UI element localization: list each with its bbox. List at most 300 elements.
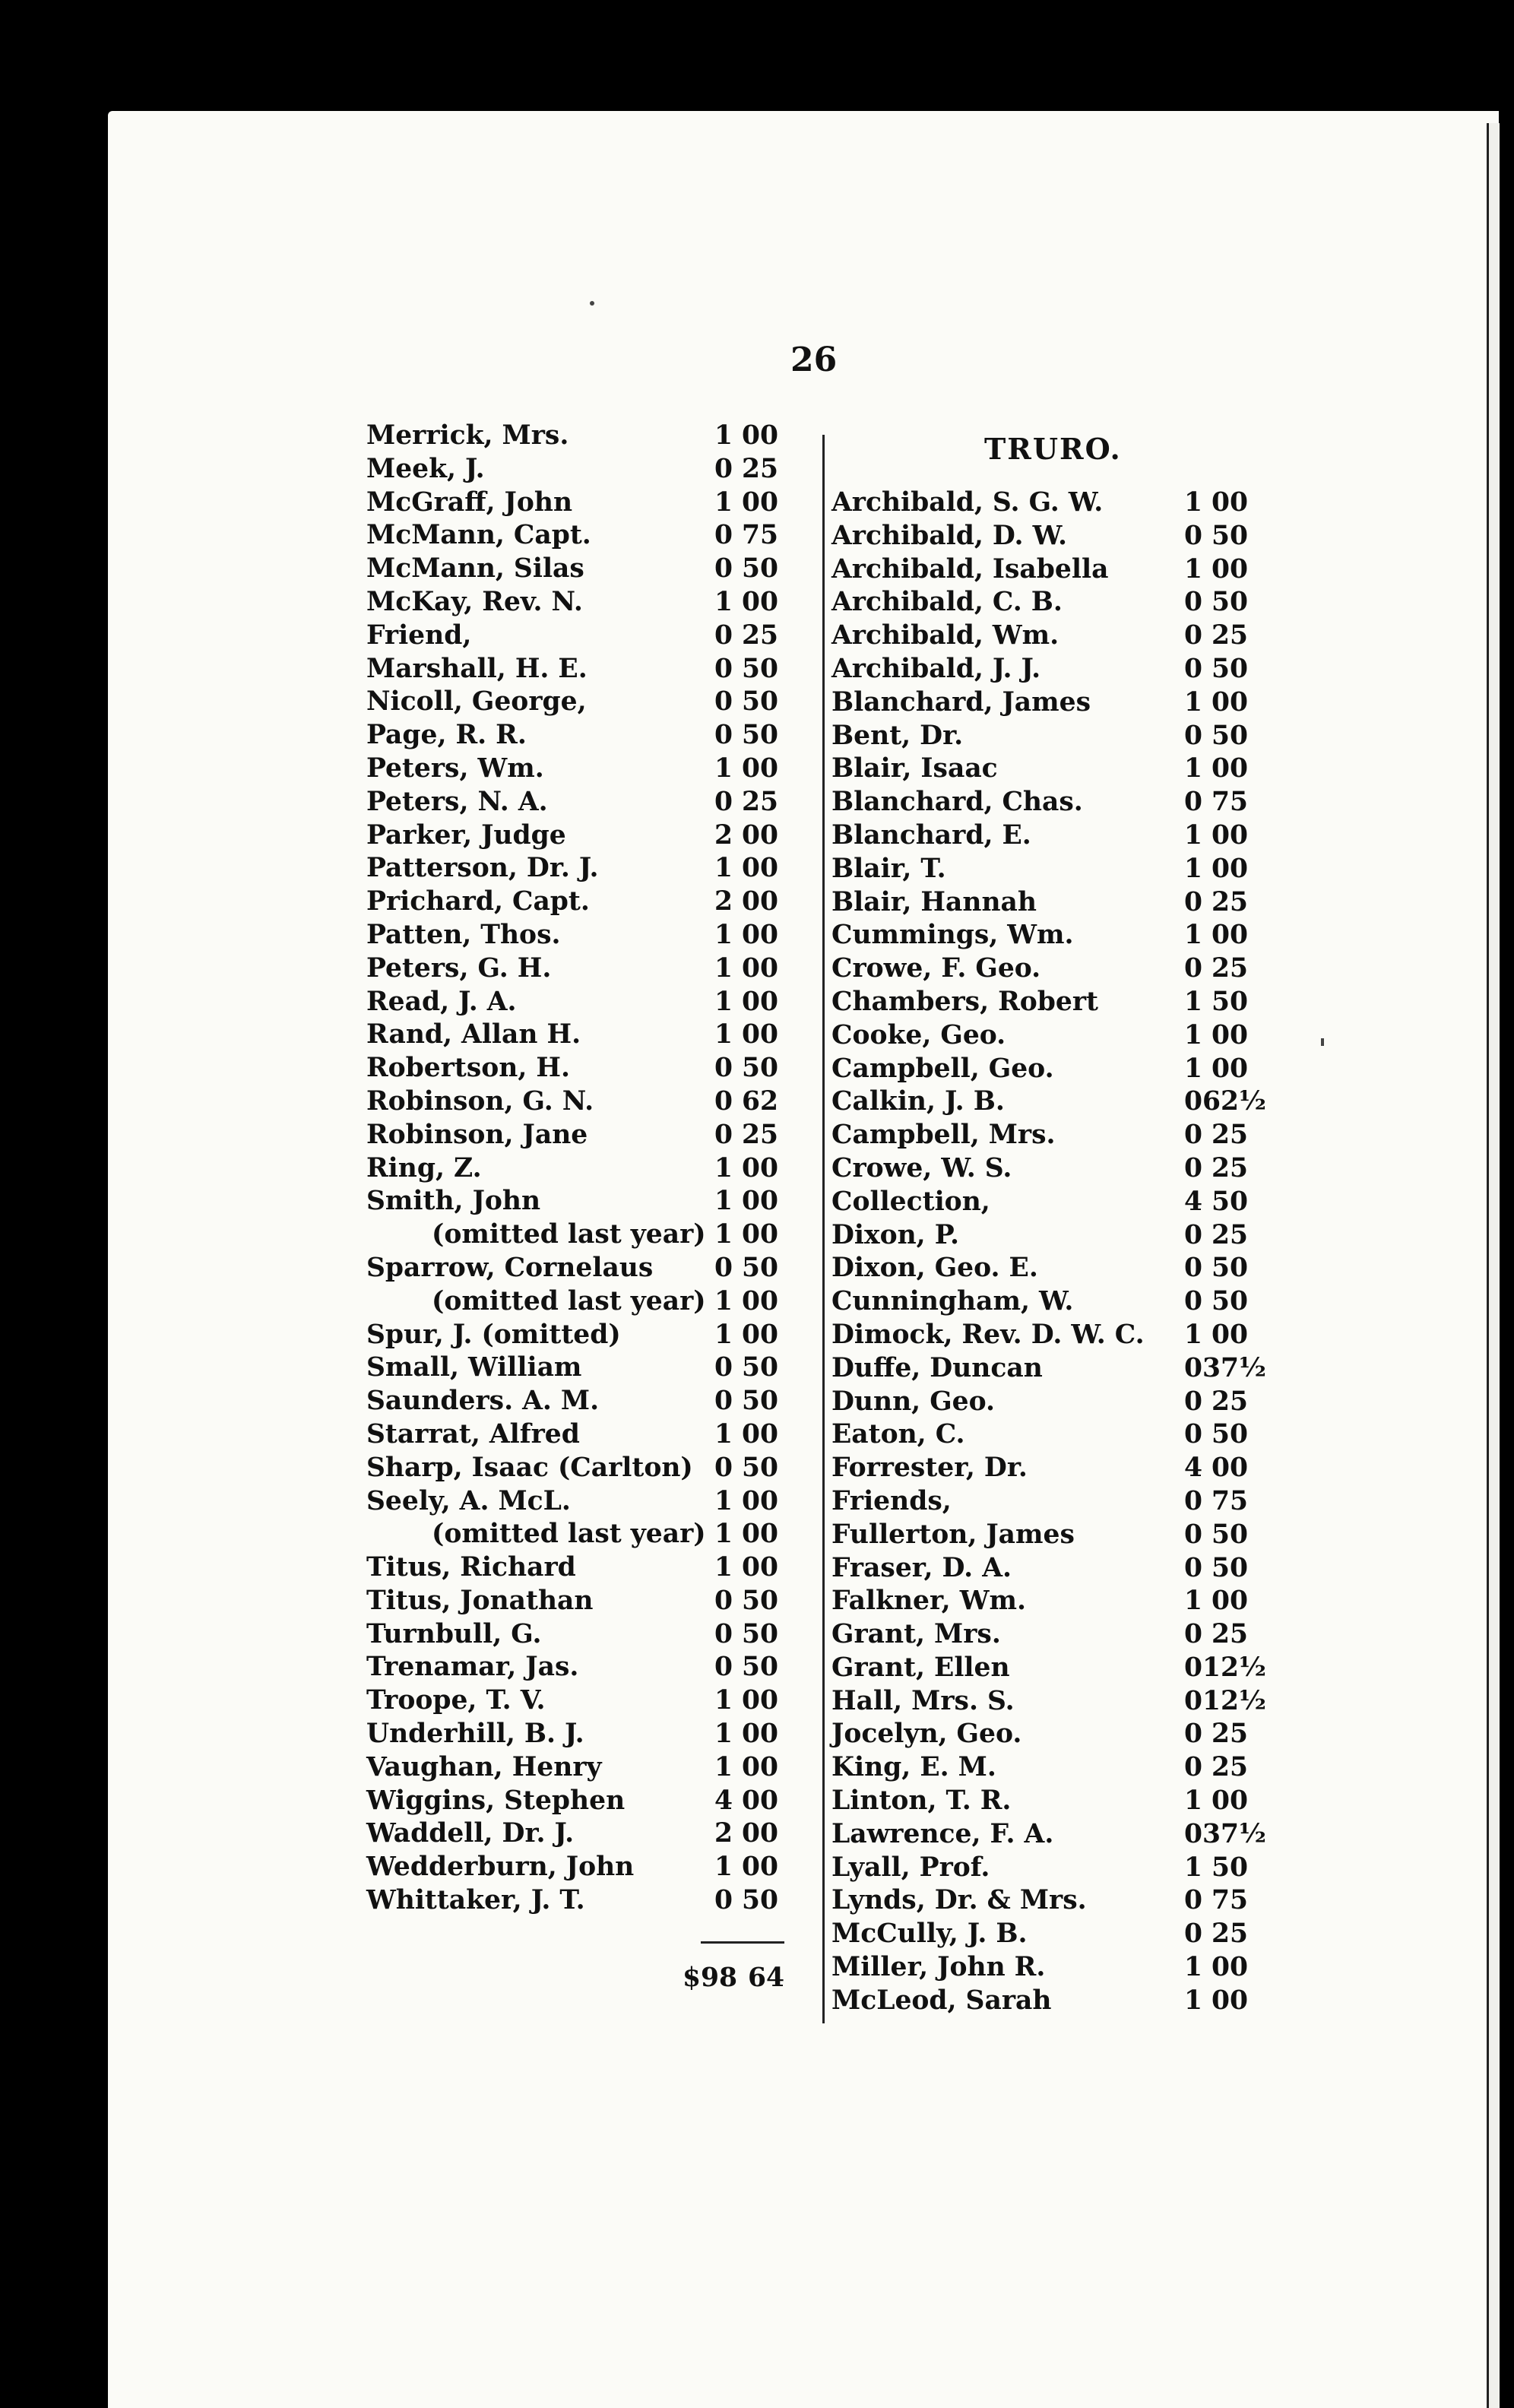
subscription-amount [710, 1785, 778, 1818]
subscription-amount [1180, 1119, 1248, 1152]
amount-cents: 25 [741, 786, 778, 817]
subscription-amount [710, 752, 778, 786]
amount-cents: 12½ [1202, 1685, 1266, 1716]
list-item [831, 1852, 1265, 1885]
amount-dollars: 1 [714, 420, 733, 451]
subscriber-name: Cooke, Geo. [831, 1019, 1006, 1050]
amount-dollars: 0 [1183, 1818, 1202, 1849]
subscription-amount [710, 819, 778, 853]
subscriber-name: Saunders. A. M. [366, 1386, 600, 1417]
list-item [366, 952, 792, 986]
amount-cents: 00 [741, 1285, 778, 1316]
amount-dollars: 0 [714, 653, 733, 684]
subscriber-name: Cummings, Wm. [831, 920, 1074, 951]
list-item [831, 1918, 1265, 1951]
amount-cents: 00 [741, 819, 778, 851]
subscriber-name: Dixon, P. [831, 1219, 959, 1250]
amount-dollars: 1 [714, 1219, 733, 1250]
list-item [366, 619, 792, 653]
amount-dollars: 0 [1183, 620, 1202, 651]
amount-dollars: 0 [714, 1252, 733, 1283]
subscriber-name: Small, William [366, 1352, 582, 1383]
subscriber-name: Archibald, D. W. [831, 520, 1067, 551]
subscriber-name: Prichard, Capt. [366, 886, 590, 917]
subscription-amount [710, 1185, 778, 1218]
subscription-amount [710, 619, 778, 653]
subscription-amount [710, 1052, 778, 1085]
list-item [831, 1085, 1265, 1119]
amount-dollars: 0 [1183, 787, 1202, 818]
subscription-amount [710, 1751, 778, 1785]
subscription-amount [1180, 1053, 1248, 1086]
subscriber-name: Turnbull, G. [366, 1618, 542, 1649]
amount-dollars: 0 [1183, 1086, 1202, 1117]
subscriber-name: Falkner, Wm. [831, 1586, 1026, 1617]
list-item [831, 1618, 1265, 1652]
subscriber-name: King, E. M. [831, 1752, 996, 1783]
list-item [831, 952, 1265, 986]
subscriber-name: Seely, A. McL. [366, 1485, 571, 1516]
subscriber-name: Peters, G. H. [366, 952, 552, 984]
amount-cents: 25 [741, 453, 778, 484]
list-item [831, 686, 1265, 720]
subscription-amount [710, 1152, 778, 1186]
list-item [366, 1052, 792, 1085]
subscriber-name: Sharp, Isaac (Carlton) [366, 1452, 693, 1483]
list-item [831, 819, 1265, 853]
list-item [366, 453, 792, 486]
amount-cents: 00 [1211, 1053, 1248, 1084]
subscription-amount [1180, 520, 1248, 553]
amount-dollars: 0 [1183, 1719, 1202, 1750]
subscription-amount [710, 1319, 778, 1352]
amount-dollars: 0 [1183, 1752, 1202, 1783]
subscriber-name: Robinson, Jane [366, 1119, 588, 1150]
list-item [831, 1785, 1265, 1818]
subscription-amount [1180, 1818, 1266, 1852]
amount-dollars: 0 [714, 786, 733, 817]
subscriber-name: (omitted last year) [432, 1519, 706, 1550]
amount-cents: 50 [741, 1618, 778, 1649]
amount-cents: 00 [741, 1186, 778, 1217]
subscriber-name: Titus, Jonathan [366, 1585, 594, 1616]
subscriber-name: Blanchard, E. [831, 819, 1031, 851]
amount-cents: 37½ [1202, 1818, 1266, 1849]
subscription-amount [710, 1585, 778, 1618]
amount-dollars: 0 [1183, 1120, 1202, 1151]
amount-cents: 00 [741, 486, 778, 518]
amount-cents: 75 [1211, 1885, 1248, 1916]
amount-dollars: 1 [714, 1751, 733, 1782]
list-item [831, 1019, 1265, 1053]
list-item [366, 1285, 792, 1319]
subscriber-name: Page, R. R. [366, 720, 527, 751]
subscriber-name: Patten, Thos. [366, 919, 561, 950]
amount-cents: 50 [741, 1252, 778, 1283]
amount-cents: 62 [741, 1085, 778, 1117]
subscription-amount [1180, 819, 1248, 853]
ink-speck [1321, 1038, 1324, 1046]
subscription-amount [710, 1418, 778, 1452]
subscription-amount [1180, 1485, 1248, 1519]
list-item [366, 819, 792, 853]
amount-dollars: 0 [714, 720, 733, 751]
amount-cents: 00 [1211, 1019, 1248, 1050]
amount-cents: 00 [1211, 853, 1248, 884]
amount-dollars: 0 [714, 1085, 733, 1117]
amount-dollars: 4 [1183, 1453, 1202, 1484]
amount-cents: 50 [1211, 587, 1248, 618]
amount-dollars: 0 [1183, 1619, 1202, 1650]
amount-dollars: 0 [714, 1585, 733, 1616]
subscription-amount [1180, 952, 1248, 986]
list-item [366, 1119, 792, 1152]
amount-cents: 00 [741, 1319, 778, 1350]
subscription-amount [1180, 1685, 1266, 1719]
amount-cents: 50 [741, 1585, 778, 1616]
amount-dollars: 1 [714, 752, 733, 784]
list-item [831, 653, 1265, 686]
subscriber-name: Blair, Isaac [831, 753, 998, 784]
amount-cents: 25 [1211, 620, 1248, 651]
amount-dollars: 1 [714, 1552, 733, 1583]
amount-cents: 00 [1211, 819, 1248, 851]
subscription-amount [710, 852, 778, 886]
amount-dollars: 0 [1183, 1286, 1202, 1317]
list-item [366, 919, 792, 952]
subscriber-name: Rand, Allan H. [366, 1019, 581, 1050]
amount-cents: 00 [1211, 1785, 1248, 1817]
subscriber-name: Patterson, Dr. J. [366, 853, 599, 884]
list-item [831, 919, 1265, 952]
ink-speck [590, 301, 594, 306]
subscriber-name: Chambers, Robert [831, 986, 1098, 1017]
total-rule [701, 1941, 784, 1944]
list-item [831, 1652, 1265, 1685]
subscriber-name: Marshall, H. E. [366, 653, 588, 684]
amount-cents: 25 [1211, 1120, 1248, 1151]
amount-dollars: 1 [714, 1485, 733, 1516]
subscription-amount [710, 986, 778, 1019]
list-item [366, 786, 792, 819]
list-item [831, 752, 1265, 786]
amount-dollars: 0 [1183, 953, 1202, 984]
list-item [366, 653, 792, 686]
subscriber-name: McMann, Capt. [366, 520, 591, 551]
list-item [366, 1684, 792, 1718]
subscription-amount [1180, 1252, 1248, 1285]
subscriber-name: Miller, John R. [831, 1952, 1046, 1983]
subscription-amount [710, 519, 778, 553]
subscriber-name: Peters, Wm. [366, 752, 544, 784]
list-item [831, 1452, 1265, 1485]
subscriber-name: McLeod, Sarah [831, 1985, 1052, 2016]
amount-cents: 00 [1211, 753, 1248, 784]
amount-dollars: 1 [714, 1285, 733, 1316]
subscriber-name: Archibald, Wm. [831, 620, 1059, 651]
amount-dollars: 0 [714, 1618, 733, 1649]
amount-cents: 00 [741, 1552, 778, 1583]
amount-cents: 50 [1211, 1419, 1248, 1450]
amount-cents: 00 [741, 1219, 778, 1250]
subscription-amount [710, 553, 778, 586]
subscriber-name: Merrick, Mrs. [366, 420, 569, 451]
amount-cents: 50 [1211, 520, 1248, 551]
amount-cents: 25 [1211, 953, 1248, 984]
amount-dollars: 0 [1183, 1485, 1202, 1516]
list-item [831, 1552, 1265, 1586]
amount-dollars: 0 [714, 1053, 733, 1084]
list-item [366, 1884, 792, 1918]
amount-cents: 00 [741, 1685, 778, 1716]
amount-cents: 00 [1211, 920, 1248, 951]
list-item [366, 1351, 792, 1385]
amount-cents: 50 [1211, 1852, 1248, 1883]
amount-dollars: 2 [714, 819, 733, 851]
right-column-list [831, 486, 1265, 2018]
subscription-amount [710, 886, 778, 919]
amount-dollars: 1 [1183, 1852, 1202, 1883]
subscription-amount [710, 1618, 778, 1652]
subscriber-name: Troope, T. V. [366, 1685, 546, 1716]
amount-dollars: 1 [714, 1519, 733, 1550]
subscriber-name: Archibald, J. J. [831, 653, 1041, 684]
subscriber-name: Blanchard, James [831, 686, 1091, 718]
list-item [831, 1152, 1265, 1186]
amount-cents: 00 [741, 886, 778, 917]
amount-dollars: 1 [1183, 1985, 1202, 2016]
amount-cents: 00 [741, 1852, 778, 1883]
amount-dollars: 0 [714, 1119, 733, 1150]
amount-cents: 50 [1211, 1186, 1248, 1217]
list-item [831, 586, 1265, 619]
amount-cents: 50 [741, 1352, 778, 1383]
amount-dollars: 0 [714, 619, 733, 651]
list-item [366, 1319, 792, 1352]
amount-dollars: 0 [714, 1652, 733, 1683]
amount-cents: 00 [1211, 1453, 1248, 1484]
subscriber-name: Bent, Dr. [831, 720, 964, 751]
list-item [366, 1851, 792, 1884]
amount-cents: 50 [741, 720, 778, 751]
amount-dollars: 0 [1183, 1552, 1202, 1583]
next-page-edge [1487, 123, 1500, 2408]
list-item [366, 1485, 792, 1519]
subscriber-name: Blanchard, Chas. [831, 787, 1083, 818]
subscription-amount [1180, 853, 1248, 886]
subscriber-name: Ring, Z. [366, 1152, 482, 1183]
amount-cents: 50 [741, 1053, 778, 1084]
amount-cents: 25 [1211, 1619, 1248, 1650]
amount-cents: 00 [1211, 1985, 1248, 2016]
subscription-amount [710, 420, 778, 453]
list-item [831, 1718, 1265, 1751]
amount-cents: 50 [1211, 1286, 1248, 1317]
list-item [366, 1019, 792, 1052]
subscriber-name: Waddell, Dr. J. [366, 1818, 575, 1849]
amount-cents: 00 [741, 853, 778, 884]
list-item [831, 1285, 1265, 1319]
amount-cents: 75 [1211, 1485, 1248, 1516]
amount-dollars: 0 [1183, 1352, 1202, 1383]
subscription-amount [1180, 1585, 1248, 1618]
subscriber-name: Lynds, Dr. & Mrs. [831, 1885, 1087, 1916]
subscription-amount [1180, 1785, 1248, 1818]
subscription-amount [1180, 586, 1248, 619]
amount-dollars: 4 [1183, 1186, 1202, 1217]
list-item [831, 853, 1265, 886]
amount-cents: 00 [741, 1719, 778, 1750]
subscription-amount [710, 1351, 778, 1385]
amount-cents: 00 [741, 1519, 778, 1550]
amount-dollars: 4 [714, 1785, 733, 1816]
amount-dollars: 2 [714, 1818, 733, 1849]
subscription-amount [1180, 1519, 1248, 1552]
amount-dollars: 1 [714, 586, 733, 617]
list-item [366, 1252, 792, 1285]
amount-cents: 00 [741, 1019, 778, 1050]
list-item [366, 1618, 792, 1652]
amount-cents: 00 [741, 420, 778, 451]
amount-dollars: 0 [1183, 1152, 1202, 1183]
subscription-amount [1180, 1985, 1248, 2018]
amount-dollars: 0 [1183, 720, 1202, 751]
list-item [366, 1817, 792, 1851]
list-item [831, 986, 1265, 1019]
amount-dollars: 0 [714, 686, 733, 718]
subscription-amount [710, 1518, 778, 1551]
subscriber-name: Campbell, Geo. [831, 1053, 1054, 1084]
amount-dollars: 1 [714, 1418, 733, 1450]
left-column-list [366, 420, 792, 1918]
list-item [366, 719, 792, 752]
amount-dollars: 1 [1183, 686, 1202, 718]
amount-cents: 00 [741, 1785, 778, 1816]
amount-dollars: 1 [1183, 819, 1202, 851]
subscriber-name: Sparrow, Cornelaus [366, 1252, 654, 1283]
amount-cents: 25 [1211, 886, 1248, 917]
subscription-amount [1180, 1186, 1248, 1219]
subscriber-name: Archibald, C. B. [831, 587, 1063, 618]
amount-cents: 62½ [1202, 1086, 1266, 1117]
subscription-amount [710, 1218, 778, 1252]
list-item [831, 1951, 1265, 1985]
subscription-amount [710, 1718, 778, 1751]
list-item [831, 1818, 1265, 1852]
amount-dollars: 1 [1183, 1319, 1202, 1350]
amount-dollars: 1 [714, 919, 733, 950]
list-item [366, 752, 792, 786]
amount-dollars: 0 [1183, 1219, 1202, 1250]
amount-dollars: 1 [1183, 1586, 1202, 1617]
subscription-amount [1180, 720, 1248, 753]
subscription-amount [1180, 1884, 1248, 1918]
amount-dollars: 0 [1183, 520, 1202, 551]
subscriber-name: Archibald, Isabella [831, 553, 1109, 585]
amount-cents: 50 [741, 653, 778, 684]
amount-dollars: 1 [1183, 1785, 1202, 1817]
amount-dollars: 1 [1183, 1053, 1202, 1084]
subscriber-name: Jocelyn, Geo. [831, 1719, 1022, 1750]
list-item [831, 1585, 1265, 1618]
subscription-amount [1180, 1852, 1248, 1885]
amount-cents: 50 [1211, 1519, 1248, 1550]
list-item [366, 1152, 792, 1186]
list-item [366, 486, 792, 520]
subscription-amount [1180, 1285, 1248, 1319]
list-item [831, 720, 1265, 753]
list-item [366, 1185, 792, 1218]
subscription-amount [710, 653, 778, 686]
list-item [366, 1385, 792, 1418]
subscription-amount [1180, 1219, 1248, 1253]
subscriber-name: Blair, T. [831, 853, 946, 884]
subscriber-name: Friends, [831, 1485, 952, 1516]
total-dollars: $98 [683, 1963, 738, 1993]
amount-dollars: 0 [1183, 886, 1202, 917]
amount-cents: 00 [1211, 686, 1248, 718]
list-item [366, 886, 792, 919]
list-item [831, 1319, 1265, 1352]
subscriber-name: Wedderburn, John [366, 1852, 635, 1883]
subscription-amount [710, 686, 778, 719]
subscriber-name: (omitted last year) [432, 1285, 706, 1316]
list-item [831, 1352, 1265, 1386]
subscription-amount [710, 719, 778, 752]
subscription-amount [710, 1851, 778, 1884]
amount-cents: 75 [1211, 787, 1248, 818]
subscriber-name: Wiggins, Stephen [366, 1785, 626, 1816]
subscriber-name: Whittaker, J. T. [366, 1885, 585, 1916]
subscriber-name: Linton, T. R. [831, 1785, 1012, 1817]
subscriber-name: Nicoll, George, [366, 686, 587, 718]
subscriber-name: Lyall, Prof. [831, 1852, 990, 1883]
amount-dollars: 1 [714, 1186, 733, 1217]
subscriber-name: Dixon, Geo. E. [831, 1253, 1038, 1284]
amount-cents: 50 [741, 1885, 778, 1916]
subscription-amount [1180, 886, 1248, 920]
subscription-amount [1180, 919, 1248, 952]
subscriber-name: Spur, J. (omitted) [366, 1319, 621, 1350]
amount-cents: 00 [1211, 1952, 1248, 1983]
subscription-amount [710, 453, 778, 486]
list-item [831, 1119, 1265, 1152]
amount-dollars: 1 [714, 952, 733, 984]
subscription-amount [710, 1884, 778, 1918]
list-item [366, 519, 792, 553]
column-divider [822, 435, 825, 2023]
subscription-amount [1180, 486, 1248, 520]
subscriber-name: Fullerton, James [831, 1519, 1075, 1550]
amount-cents: 25 [1211, 1752, 1248, 1783]
amount-dollars: 1 [714, 986, 733, 1017]
amount-dollars: 1 [1183, 853, 1202, 884]
amount-cents: 50 [741, 686, 778, 718]
list-item [366, 1651, 792, 1684]
amount-dollars: 1 [714, 853, 733, 884]
list-item [831, 886, 1265, 920]
list-item [831, 486, 1265, 520]
amount-cents: 50 [1211, 653, 1248, 684]
subscription-amount [1180, 1718, 1248, 1751]
list-item [366, 852, 792, 886]
subscription-amount [1180, 686, 1248, 720]
subscriber-name: Parker, Judge [366, 819, 566, 851]
list-item [831, 1252, 1265, 1285]
list-item [366, 1518, 792, 1551]
list-item [366, 1551, 792, 1585]
subscriber-name: Dunn, Geo. [831, 1386, 996, 1417]
